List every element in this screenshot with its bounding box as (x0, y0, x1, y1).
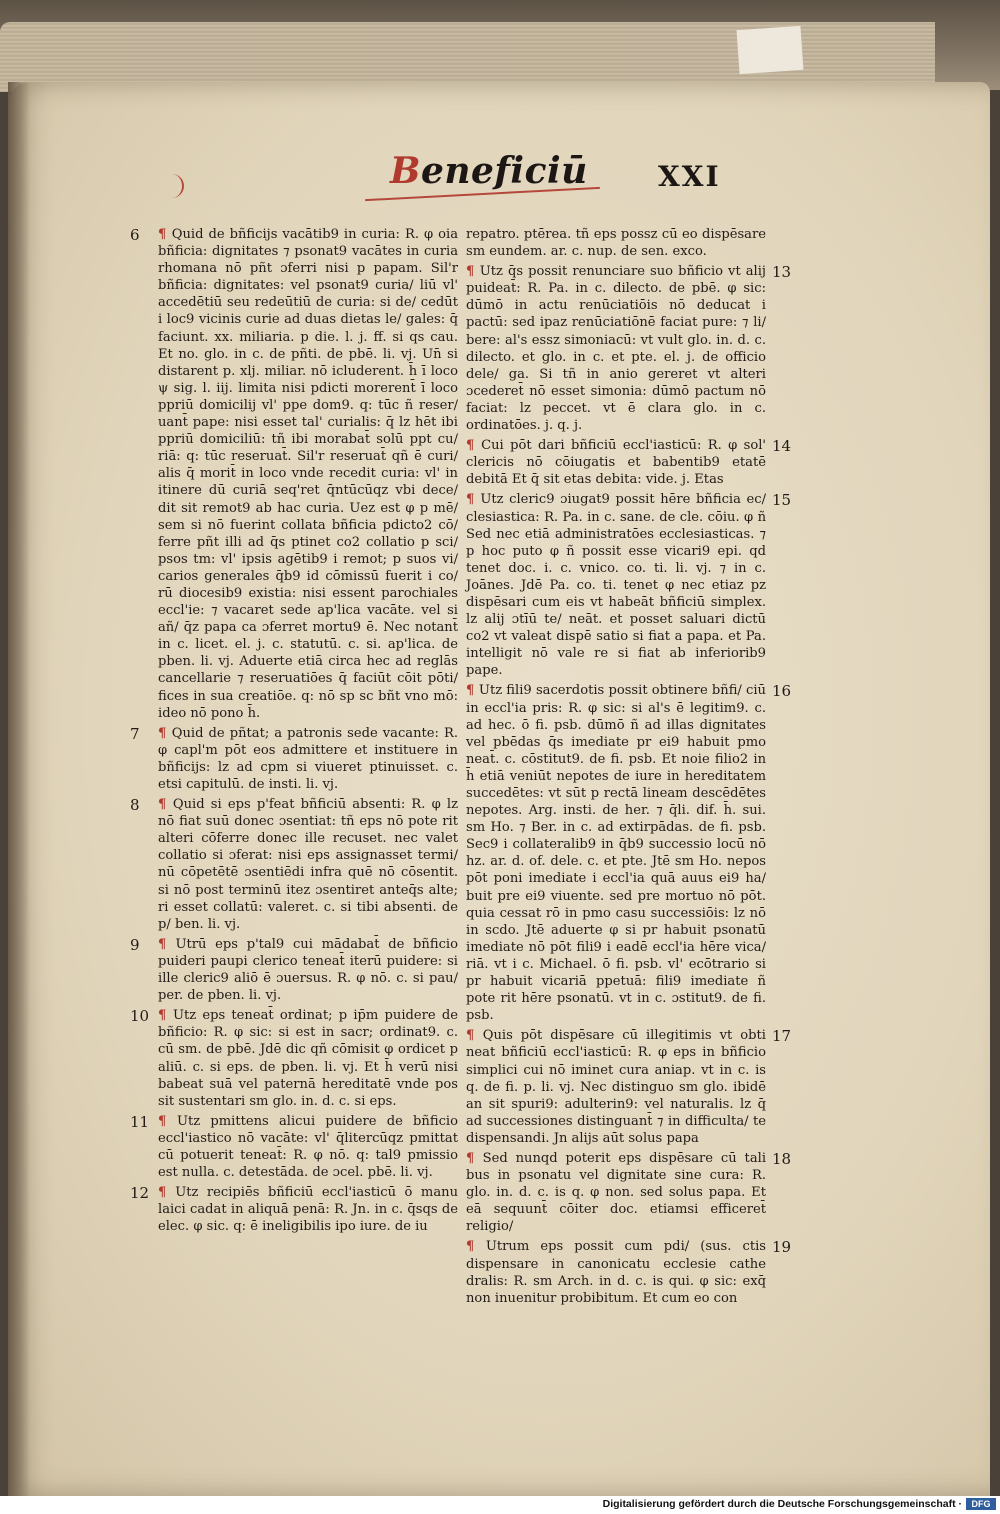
article-number: 7 (130, 725, 140, 743)
article-number: 13 (772, 263, 792, 281)
article-number: 9 (130, 936, 140, 954)
article-text: Quid de pñtat; a patronis sede vacante: R. φ capl'm pōt eos admittere et instituere in bñficijs: lz ad cpm si viueret ptinuisset. c. etsi capitulū. de insti. li. vj. (158, 725, 458, 792)
article-number: 10 (130, 1007, 150, 1025)
article-text: Utz fili9 sacerdotis possit obtinere bñfi/ ciū in eccl'ia pris: R. φ sic: si al's ē legitim9. c. ad hec. ō fi. psb. dūmō ñ ad illas dignitates vel pbēdas q̄s imediate pr ei9 habuit pmo neat̄. c. cōstitut9. de fi. psb. Et noie filio2 in h̄ etiā veniūt nepotes de iure in hereditatem succedētes: vt sūt p rectā lineam descēdētes nepotes. Arg. insti. de her. ⁊ q̄li. dif. h̄. sui. sm Ho. ⁊ Ber. in c. ad extirpādas. de fi. psb. Sec9 i collateralib9 in q̄b9 successio locū nō hz. ar. d. of. dele. c. et pte. Jtē sm Ho. nepos pōt poni imediate i eccl'ia quā auus ei9 ha/ buit pre ei9 viuente. sed pre mortuo nō pōt. quia cessat rō in pmo casu successiōis: lz nō in scdo. Jtē aduerte φ si pr habuit psonatū imediate nō pōt fili9 i eadē eccl'ia hēre vica/ riā. vt i c. Michael. ō fi. psb. vl' ecōtrario si pr habuit vicariā ppetuā: fili9 imediate ñ pote rit hēre psonatū. vt in c. ɔstitut9. de fi. psb. (466, 683, 766, 1024)
pilcrow-icon: ¶ (466, 1239, 486, 1255)
article-paragraph (466, 437, 766, 488)
page-gutter-shadow (8, 82, 30, 1496)
article-paragraph (158, 1113, 458, 1181)
article-number: 6 (130, 226, 140, 244)
pilcrow-icon: ¶ (466, 492, 481, 508)
folio-number: XXI (658, 160, 721, 193)
pilcrow-icon: ¶ (158, 1185, 176, 1201)
article-paragraph (466, 491, 766, 679)
pilcrow-icon: ¶ (466, 1028, 483, 1044)
pilcrow-icon: ¶ (158, 1113, 177, 1129)
paper-slip-bookmark (737, 26, 804, 74)
article-number: 19 (772, 1238, 792, 1256)
left-text-column (158, 226, 458, 1238)
article-number: 12 (130, 1184, 150, 1202)
article-paragraph (158, 936, 458, 1004)
pilcrow-icon: ¶ (158, 227, 172, 242)
footer-credit: Digitalisierung gefördert durch die Deutsche Forschungsgemeinschaft · (602, 1498, 962, 1510)
article-paragraph (158, 1007, 458, 1110)
pilcrow-icon: ¶ (158, 936, 176, 952)
article-number: 17 (772, 1027, 792, 1045)
article-paragraph (466, 263, 766, 434)
article-text: Utz q̄s possit renunciare suo bñficio vt alij puideat̄: R. Pa. in c. dilecto. de pbē. φ sic: dūmō in actu renūciatiōis nō deducat i pactū: sed ipaz renūciatiōnē faciat pure: ⁊ li/ bere: al's essz simoniacū: vt vult glo. in. d. c. dilecto. et glo. in c. et pte. el. j. de officio dele/ ga. Si tñ in anio gereret vt alteri ɔcederet̄ nō esset simonia: dūmō pactum nō faciat: lz peccet. vt ē clara glo. in c. ordinatōes. j. q. j. (466, 264, 766, 434)
article-paragraph (466, 226, 766, 260)
article-paragraph (158, 1184, 458, 1235)
article-text: Utz eps teneat̄ ordinat; p ip̄m puidere de bñficio: R. φ sic: si est in sacr; ordinat9. c. cū sm. de pbē. Jdē dic qñ cōmisit φ ordicet p aliū. c. si eps. de pben. li. vj. Et h̄ verū nisi babeat suā vel paternā hereditatē vnde pos sit sustentari sm glo. in. d. c. si eps. (158, 1008, 458, 1109)
article-paragraph (158, 796, 458, 933)
article-paragraph (466, 1238, 766, 1306)
article-number: 15 (772, 491, 792, 509)
article-paragraph (466, 682, 766, 1024)
right-text-column (466, 226, 766, 1310)
running-title: Beneficiū (390, 150, 588, 192)
article-text: Quis pōt dispēsare cū illegitimis vt obti neat bñficiū eccl'iasticū: R. φ eps in bñficio simplici cui nō iminet cura aniap. vt in c. is q. de fi. p. li. vj. Nec distinguo sm glo. ibidē an sit spuri9: adulterin9: vel naturalis. lz q̄ ad successiones distinguant̄ ⁊ in difficulta/ te dispensandi. Jn alijs aūt solus papa (466, 1028, 766, 1146)
article-text: Utz recipiēs bñficiū eccl'iasticū ō manu laici cadat in aliquā penā: R. Jn. in c. q̄sqs de elec. φ sic. q: ē ineligibilis ipo iure. de iu (158, 1185, 458, 1235)
article-text: Quid de bñficijs vacātib9 in curia: R. φ oia bñficia: dignitates ⁊ psonat9 vacātes in curia rhomana nō pñt ɔferri nisi p papam. Sil'r bñficia: dignitates: vel psonat9 curia/ liū vl' accedētiū seu redeūtiū de curia: si de/ cedūt i loc9 vicinis curie ad duas dietas le/ gales: q̄ faciunt. xx. miliaria. p die. l. j. ff. si qs cau. Et no. glo. in c. de pñti. de pbē. li. vj. Un̄ si distarent p. xlj. miliar. nō icluderent. h̄ ī loco ψ sig. l. iij. limita nisi pdicti morerent̄ ī loco ppriū domicilij vl' ppe dom9. q: tūc ñ reser/ uant̄ pape: nisi esset tal' curialis: q̄ lz hēt ibi ppriū domiciliū: tñ ibi morabat̄ solū ppt cu/ riā: q: tūc reseruat̄. Sil'r reseruat̄ qñ ē curi/ alis q̄ morit̄ in loco vnde recedit curia: vl' in itinere dū curiā seq'ret q̄ntūcūqz vbi dece/ dit sit remot9 ab hac curia. Uez est φ p mē/ sem si nō fuerint collata bñficia pdicto2 cō/ ferre pñt illi ad q̄s ptinet co2 collatio p sci/ psos tm: vl' ipsis agētib9 i remot; p suos vi/ carios generales q̄b9 id cōmissū fuerit i co/ rū diocesib9 existia: nisi essent parochiales eccl'ie: ⁊ vacaret sede ap'lica vacāte. vel si añ/ q̄z papa ca ɔferret mortu9 ē. Nec notant̄ in c. licet. el. j. c. statutū. c. si. ap'lica. de pben. li. vj. Aduerte etiā circa hec ad reglās cancellarie ⁊ reseruatiōes q̄ faciūt cōit pōti/ fices in sua creatiōe. q: nō sp sc bñt vno mō: ideo nō pono h̄. (158, 227, 459, 721)
pilcrow-icon: ¶ (158, 725, 172, 741)
article-number: 18 (772, 1150, 792, 1168)
article-paragraph (158, 226, 458, 722)
article-number: 11 (130, 1113, 150, 1131)
article-text: Utz pmittens alicui puidere de bñficio eccl'iastico nō vacāte: vl' q̄litercūqz pmittat cū potuerit teneat̄: R. φ nō. q: tal9 pmissio est nulla. c. detestāda. de ɔcel. pbē. li. vj. (158, 1113, 459, 1181)
article-text: Utz cleric9 ɔiugat9 possit hēre bñficia ec/ clesiastica: R. Pa. in c. sane. de cle. cōiu. φ ñ Sed nec etiā administratōes ecclesiasticas. ⁊ p hoc puto φ ñ possit esse vicari9 epi. qd tenet doc. i. c. vnico. co. ti. li. vj. ⁊ in c. Joānes. Jdē Pa. co. ti. tenet φ nec etiaz pz dispēsari cum eis vt habeāt bñficiū simplex. lz alij ɔtīū te/ neāt. et posset saluari dictū co2 vt valeat dispē satio si fiat a papa. et Pa. intelligit nō vale re si fiat ab inferiorib9 pape. (466, 492, 767, 679)
article-number: 14 (772, 437, 792, 455)
pilcrow-icon: ¶ (466, 438, 482, 454)
article-text: Utrum eps possit cum pdi/ (sus. ctis dispensare in canonicatu ecclesie cathe dralis: R. sm Arch. in d. c. is qui. φ sic: exq̄ non inuenitur probibitum. Et cum eo con (466, 1239, 766, 1306)
article-text: repatro. ptērea. tñ eps possz cū eo dispēsare sm eundem. ar. c. nup. de sen. exco. (466, 227, 766, 260)
article-number: 16 (772, 682, 792, 700)
pilcrow-icon: ¶ (158, 1008, 173, 1024)
article-paragraph (466, 1150, 766, 1235)
pilcrow-icon: ¶ (466, 683, 479, 699)
article-text: Utrū eps p'tal9 cui mādabat̄ de bñficio puideri paupi clerico teneat̄ iterū puidere: si ille cleric9 aliō ē ɔuersus. R. φ nō. c. si pau/ per. de pben. li. vj. (158, 936, 458, 1004)
article-text: Cui pōt dari bñficiū eccl'iasticū: R. φ sol' clericis nō cōiugatis et babentib9 etatē debitā Et q̄ sit etas debita: vide. j. Etas (466, 438, 767, 488)
article-text: Quid si eps p'feat bñficiū absenti: R. φ lz nō fiat suū donec ɔsentiat: tñ eps nō pote rit alteri cōferre donec ille recuset. nec valet collatio si ɔferat: nisi eps assignasset termi/ nū cōpetētē ɔsentiēdi infra quē nō cōsentit. si nō post terminū itez ɔsentiret anteq̄s alte; ri esset collatū: valeret. c. si tibi absenti. de p/ ben. li. vj. (158, 797, 458, 932)
pilcrow-icon: ¶ (466, 264, 480, 280)
article-paragraph (466, 1027, 766, 1147)
dfg-logo: DFG (966, 1498, 996, 1510)
article-number: 8 (130, 796, 140, 814)
pilcrow-icon: ¶ (158, 797, 173, 813)
pilcrow-icon: ¶ (466, 1150, 483, 1166)
article-paragraph (158, 725, 458, 793)
article-text: Sed nunqd poterit eps dispēsare cū tali bus in psonatu vel dignitate sine cura: R. glo. in. d. c. is q. φ non. sed solus papa. Et eā sequunt̄ cōiter doc. etiamsi efficeret̄ religio/ (466, 1150, 767, 1235)
